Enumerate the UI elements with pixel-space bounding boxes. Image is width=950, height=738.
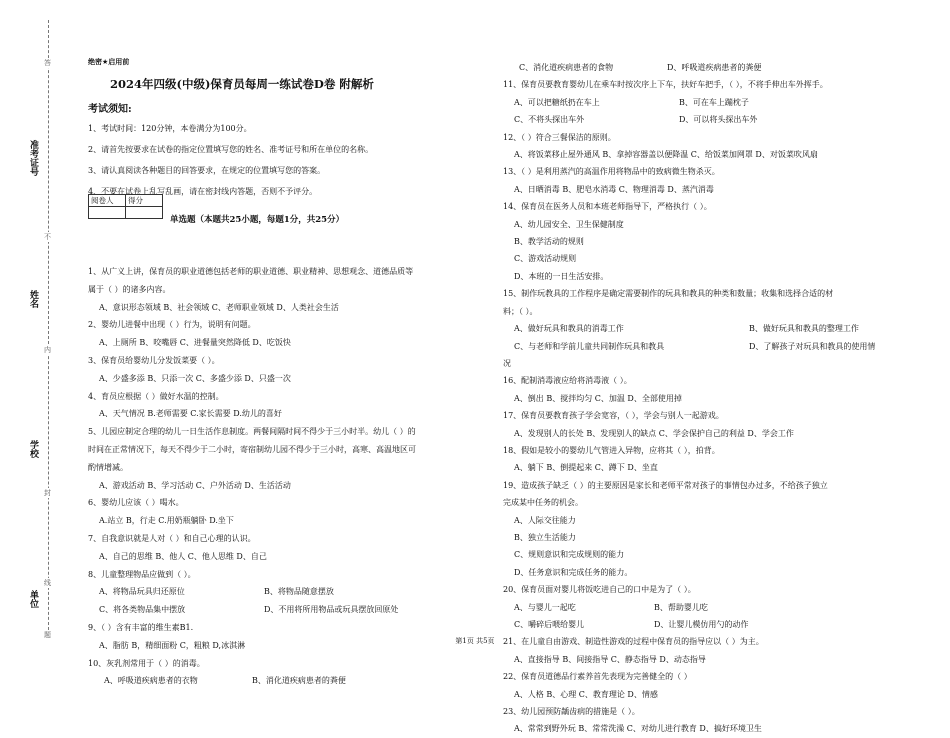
option-row [503, 320, 923, 337]
reviewer-blank[interactable] [89, 207, 126, 219]
option: D、呼吸道疾病患者的粪便 [667, 63, 762, 72]
question-line: 完成某中任务的机会。 [503, 498, 583, 508]
notice-item: 4、不要在试卷上乱写乱画，请在密封线内答题，否则不予评分。 [88, 187, 318, 196]
option-line: A、倒出 B、搅拌均匀 C、加温 D、全部使用掉 [514, 393, 682, 403]
option-line: A、人际交往能力 [514, 515, 576, 525]
page-footer: 第1页 共5页 [455, 637, 495, 645]
option-row [88, 672, 488, 690]
question-line: 18、假如是较小的婴幼儿气管进入异物，应将其（ ），拍背。 [503, 445, 720, 455]
option: D、不用将所用物品或玩具摆放回原处 [264, 605, 399, 615]
option: B、做好玩具和教具的整理工作 [749, 324, 859, 334]
question-line: 时间在正常情况下，每天不得少于二小时，寄宿制幼儿园不得少于三小时，高寒、高温地区可 [88, 444, 416, 454]
option-line: A、脂肪 B，精细面粉 C，粗粮 D,冰淇淋 [99, 640, 246, 650]
option: B、帮助婴儿吃 [654, 602, 708, 612]
section-title: 单选题（本题共25小题，每题1分，共25分） [170, 215, 345, 225]
seal-char: 内 [44, 346, 51, 354]
option-line: D、本班的一日生活安排。 [514, 271, 609, 281]
option: D、可以将头探出车外 [679, 115, 758, 125]
option: A、做好玩具和教具的消毒工作 [514, 324, 624, 334]
question-line: 2、婴幼儿进餐中出现（ ）行为，说明有问题。 [88, 320, 256, 330]
option-row [503, 599, 923, 616]
option-line: A、幼儿园安全、卫生保健制度 [514, 219, 624, 229]
option: C、将各类物品集中摆放 [99, 605, 186, 615]
option-line: A.站立 B，行走 C.用奶瓶躺卧 D.坐下 [99, 516, 234, 526]
question-line: 19、造成孩子缺乏（ ）的主要原因是家长和老师平常对孩子的事情包办过多，不给孩子独立 [503, 480, 828, 490]
left-column [88, 263, 488, 690]
option: D、让婴儿模仿用勺的动作 [654, 620, 749, 629]
seal-char: 题 [44, 631, 51, 639]
option: D、了解孩子对玩具和教具的使用情 [749, 341, 876, 351]
option-row [503, 94, 923, 111]
question-line: 14、保育员在医务人员和本班老师指导下，严格执行（ ）。 [503, 202, 712, 212]
question-line: 料；（ ）。 [503, 306, 538, 316]
question-line: 10、灰乳剂常用于（ ）的消毒。 [88, 658, 205, 668]
question-line: 酌情增减。 [88, 462, 128, 472]
option-line: A、游戏活动 B、学习活动 C、户外活动 D、生活活动 [99, 480, 291, 490]
school-label: 学校 [28, 440, 38, 458]
seal-char: 封 [44, 489, 51, 497]
question-line: 4、育员应根据（ ）做好水温的控制。 [88, 391, 224, 401]
option-line: B、教学活动的规则 [514, 237, 584, 247]
option-line: A、意识形态领域 B、社会领域 C、老师职业领域 D、人类社会生活 [99, 302, 339, 312]
question-line: 20、保育员面对婴儿将饭吃进自己的口中是为了（ ）。 [503, 585, 696, 595]
score-box [88, 194, 163, 219]
option: C、不将头探出车外 [514, 115, 585, 125]
question-line: 9、（ ）含有丰富的维生素B1. [88, 622, 194, 632]
question-line: 属于（ ）的诸多内容。 [88, 284, 171, 294]
reviewer-cell: 阅卷人 [89, 195, 126, 207]
question-line: 12、（ ）符合三餐保洁的原则。 [503, 132, 616, 142]
option-line: A、躺下 B、倒提起来 C、蹲下 D、坐直 [514, 463, 658, 473]
option-row [88, 601, 488, 619]
question-line: 23、幼儿园预防龋齿病的措施是（ ）。 [503, 707, 640, 717]
question-line: 11、保育员要教育婴幼儿在乘车时按次序上下车，扶好车把手，（ ），不将手伸出车外挥手。 [503, 80, 828, 90]
question-line: 16、配制消毒液应给将消毒液（ ）。 [503, 376, 632, 386]
option-row [503, 59, 923, 76]
score-blank[interactable] [126, 207, 163, 219]
notice-list [88, 118, 373, 202]
notice-item: 1、考试时间：120分钟，本卷满分为100分。 [88, 124, 252, 133]
score-cell: 得分 [126, 195, 163, 207]
secret-mark: 绝密★启用前 [88, 58, 130, 66]
option: C、嚼碎后喂给婴儿 [514, 620, 585, 629]
question-line: 况 [503, 358, 511, 368]
seal-char: 线 [44, 579, 51, 587]
notice-heading: 考试须知: [88, 104, 132, 115]
option-line: A、常常到野外玩 B、常常洗澡 C、对幼儿进行教育 D、搞好环境卫生 [514, 724, 762, 734]
seal-char: 不 [44, 233, 51, 241]
option-row [88, 583, 488, 601]
option: B、消化道疾病患者的粪便 [252, 676, 346, 686]
notice-item: 2、请首先按要求在试卷的指定位置填写您的姓名、准考证号和所在单位的名称。 [88, 145, 374, 154]
option: C、消化道疾病患者的食物 [519, 63, 614, 72]
option-line: A、日晒消毒 B、肥皂水消毒 C、物理消毒 D、蒸汽消毒 [514, 184, 714, 194]
option-line: A、上厕所 B、咬嘴唇 C、进餐量突然降低 D、吃饭快 [99, 338, 291, 348]
option-line: D、任务意识和完成任务的能力。 [514, 567, 633, 577]
option-line: A、自己的思维 B、他人 C、他人思维 D、自己 [99, 551, 267, 561]
page-title: 2024年四级(中级)保育员每周一练试卷D卷 附解析 [110, 77, 374, 91]
option: B、可在车上蹦枕子 [679, 97, 749, 107]
option: A、呼吸道疾病患者的衣物 [104, 676, 198, 686]
option: B、将物品随意摆放 [264, 587, 334, 597]
option-row [503, 338, 923, 355]
question-line: 6、婴幼儿应该（ ）喝水。 [88, 498, 184, 508]
option-line: A、天气情况 B.老师需要 C.家长需要 D.幼儿的喜好 [99, 409, 282, 419]
option: C、与老师和学前儿童共同制作玩具和教具 [514, 341, 665, 351]
name-label: 姓名 [28, 290, 38, 308]
question-line: 1、从广义上讲，保育员的职业道德包括老师的职业道德、职业精神、思想观念、道德品质等 [88, 267, 414, 276]
option-row [503, 616, 923, 633]
question-line: 17、保育员要教育孩子学会宽容，（ ），学会与别人一起游戏。 [503, 411, 724, 421]
question-line: 7、自我意识就是人对（ ）和自己心理的认识。 [88, 533, 256, 543]
question-line: 21、在儿童自由游戏、制造性游戏的过程中保育员的指导应以（ ）为主。 [503, 637, 764, 647]
question-line: 8、儿童整理物品应做到（ ）。 [88, 569, 196, 579]
question-line: 13、（ ）是利用蒸汽的高温作用将物品中的致病微生物杀灭。 [503, 167, 720, 177]
seal-line [48, 20, 49, 640]
unit-label: 单位 [28, 590, 38, 608]
option-line: C、规则意识和完成规则的能力 [514, 550, 625, 560]
question-line: 5、儿园应制定合理的幼儿一日生活作息制度。两餐间隔时间不得少于三小时半。幼儿（ ）的 [88, 427, 416, 437]
option-line: A、直接指导 B、间接指导 C、静态指导 D、动态指导 [514, 654, 706, 664]
option: A、可以把糖纸扔在车上 [514, 97, 600, 107]
option-row [503, 111, 923, 128]
option-line: B、独立生活能力 [514, 532, 576, 542]
option: A、将物品玩具归还原位 [99, 587, 185, 597]
question-line: 3、保育员给婴幼儿分发饭菜要（ ）。 [88, 355, 220, 365]
option-line: A、将饭菜移止屋外通风 B、拿掉容器盖以便降温 C、给饭菜加网罩 D、对饭菜吹风扇 [514, 150, 818, 160]
seal-char: 答 [44, 59, 51, 67]
question-line: 15、制作玩教具的工作程序是确定需要制作的玩具和教具的种类和数量；收集和选择合适的材 [503, 289, 834, 299]
notice-item: 3、请认真阅读各种题目的回答要求，在规定的位置填写您的答案。 [88, 166, 326, 175]
question-line: 22、保育员道德品行素养首先表现为完善健全的（ ） [503, 672, 692, 682]
binding-margin [0, 0, 70, 671]
exam-number-label: 准考证号 [28, 140, 38, 176]
option: A、与婴儿一起吃 [514, 602, 576, 612]
option-line: A、发现别人的长处 B、发现别人的缺点 C、学会保护自己的利益 D、学会工作 [514, 428, 794, 438]
option-line: A、人格 B、心理 C、教育理论 D、情感 [514, 689, 658, 699]
option-line: A、少盛多添 B、只添一次 C、多盛少添 D、只盛一次 [99, 373, 291, 383]
option-line: C、游戏活动规则 [514, 254, 577, 264]
